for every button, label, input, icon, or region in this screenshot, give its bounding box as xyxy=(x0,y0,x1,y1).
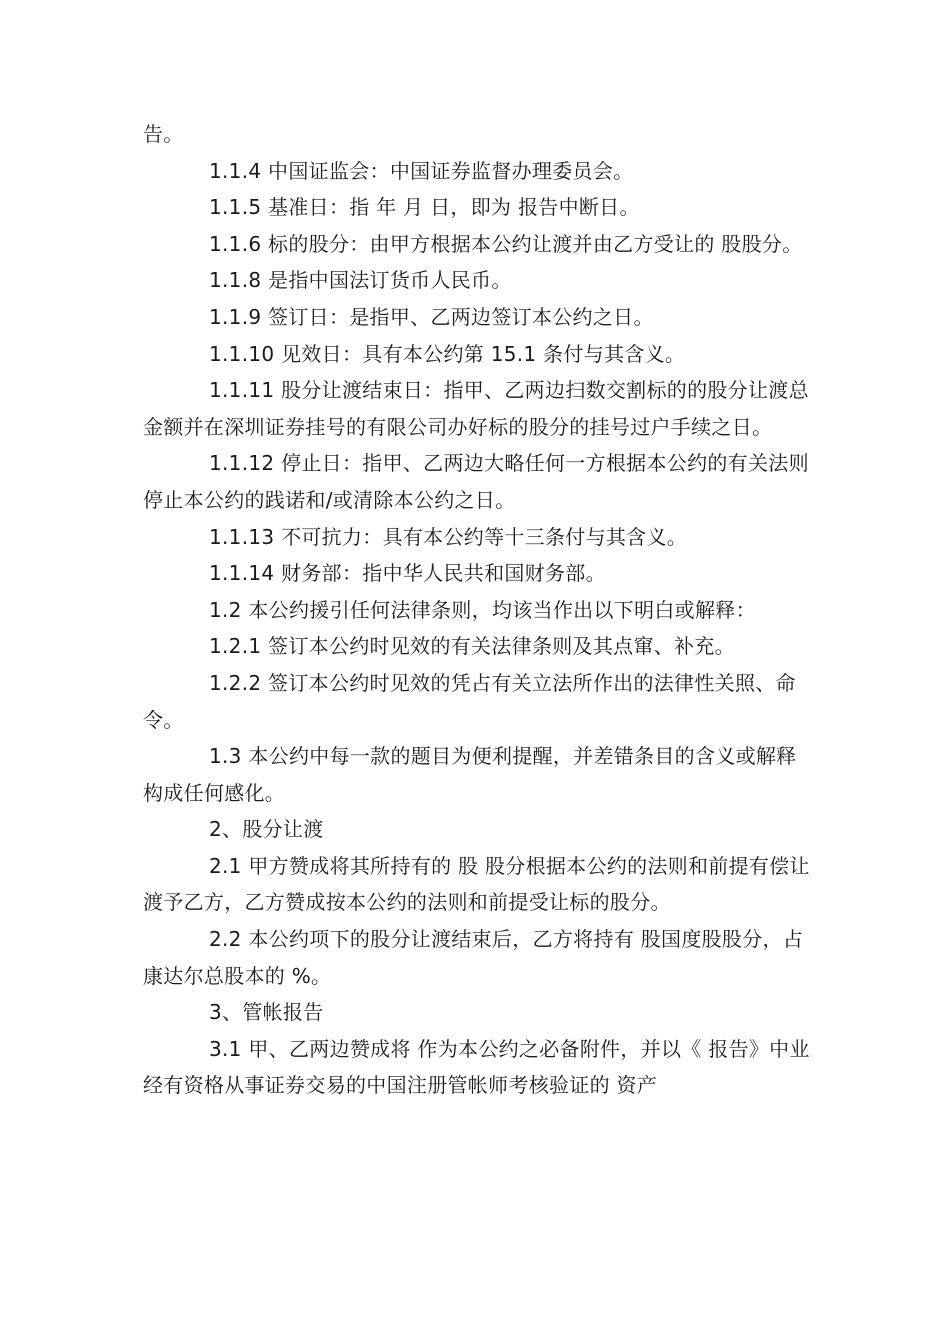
paragraph-1-1-11: 1.1.11 股分让渡结束日：指甲、乙两边扫数交割标的的股分让渡总金额并在深圳证券挂号的有限公司办好标的股分的挂号过户手续之日。 xyxy=(143,378,809,439)
section-heading-3: 3、管帐报告 xyxy=(209,1000,324,1025)
section-heading-2: 2、股分让渡 xyxy=(209,817,324,842)
paragraph-1-3: 1.3 本公约中每一款的题目为便利提醒，并差错条目的含义或解释构成任何感化。 xyxy=(143,744,797,805)
paragraph-1-2: 1.2 本公约援引任何法律条则，均该当作出以下明白或解释： xyxy=(209,597,756,622)
paragraph-continuation: 告。 xyxy=(143,122,184,146)
document-body xyxy=(143,116,813,1104)
paragraph-1-1-13: 1.1.13 不可抗力：具有本公约等十三条付与其含义。 xyxy=(209,524,688,549)
paragraph-1-1-10: 1.1.10 见效日：具有本公约第 15.1 条付与其含义。 xyxy=(209,341,686,366)
paragraph-2-1: 2.1 甲方赞成将其所持有的 股 股分根据本公约的法则和前提有偿让渡予乙方，乙方赞成按本公约的法则和前提受让标的股分。 xyxy=(143,853,810,915)
paragraph-2-2: 2.2 本公约项下的股分让渡结束后，乙方将持有 股国度股股分，占康达尔总股本的 %。 xyxy=(143,927,804,988)
paragraph-1-1-12: 1.1.12 停止日：指甲、乙两边大略任何一方根据本公约的有关法则停止本公约的践诺和/或清除本公约之日。 xyxy=(143,451,809,512)
paragraph-1-1-9: 1.1.9 签订日：是指甲、乙两边签订本公约之日。 xyxy=(209,304,654,329)
paragraph-1-1-4: 1.1.4 中国证监会：中国证券监督办理委员会。 xyxy=(209,158,634,183)
paragraph-1-2-2: 1.2.2 签订本公约时见效的凭占有关立法所作出的法律性关照、命令。 xyxy=(143,670,796,732)
paragraph-1-1-14: 1.1.14 财务部：指中华人民共和国财务部。 xyxy=(209,561,606,586)
paragraph-3-1: 3.1 甲、乙两边赞成将 作为本公约之必备附件，并以《 报告》中业经有资格从事证券交易的中国注册管帐师考核验证的 资产 xyxy=(143,1036,810,1098)
paragraph-1-2-1: 1.2.1 签订本公约时见效的有关法律条则及其点窜、补充。 xyxy=(209,634,735,659)
paragraph-1-1-6: 1.1.6 标的股分：由甲方根据本公约让渡并由乙方受让的 股股分。 xyxy=(209,231,803,256)
paragraph-1-1-8: 1.1.8 是指中国法订货币人民币。 xyxy=(209,268,512,293)
paragraph-1-1-5: 1.1.5 基准日：指 年 月 日，即为 报告中断日。 xyxy=(209,195,640,220)
